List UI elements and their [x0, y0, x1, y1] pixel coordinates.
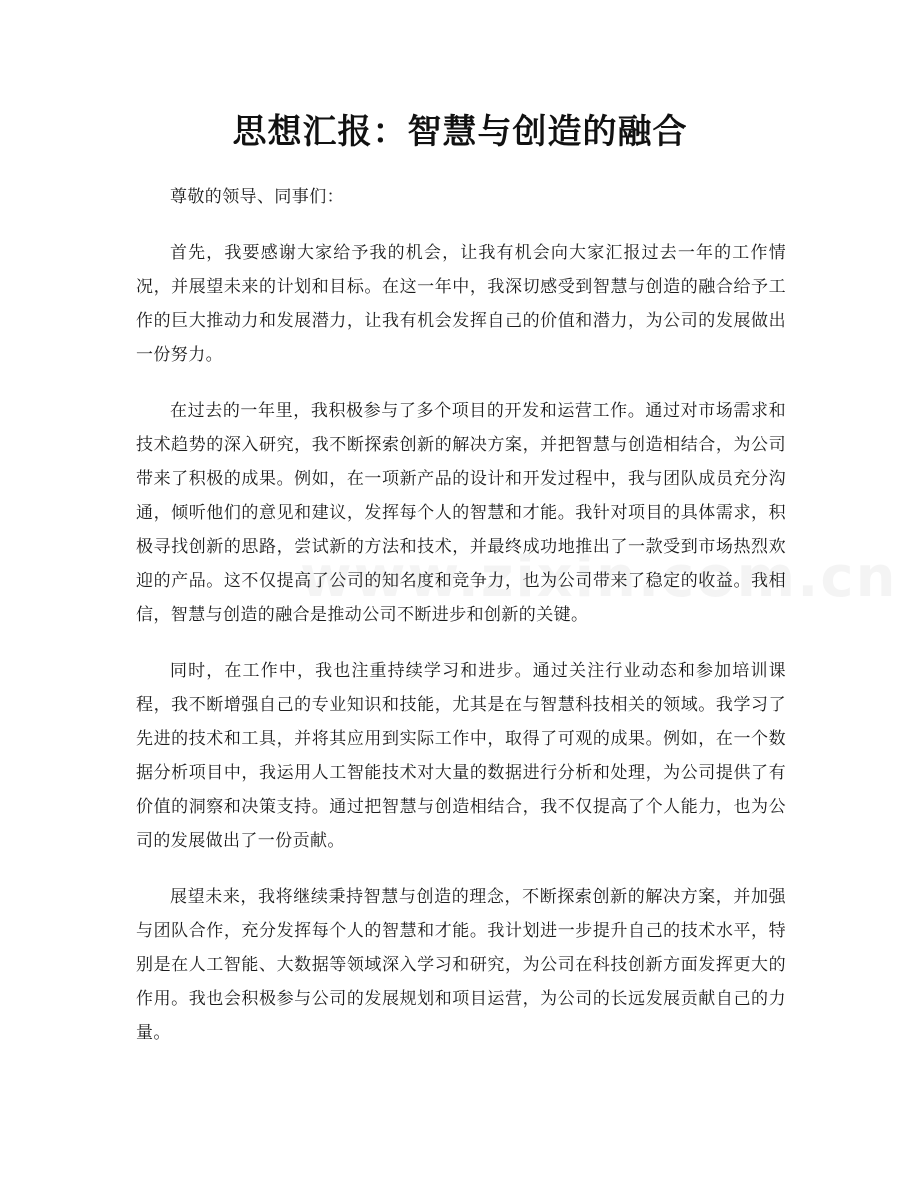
paragraph-3: 同时，在工作中，我也注重持续学习和进步。通过关注行业动态和参加培训课程，我不断增强自己的专业知识和技能，尤其是在与智慧科技相关的领域。我学习了先进的技术和工具，并将其应用到实际工作中，取得了可观的成果。例如，在一个数据分析项目中，我运用人工智能技术对大量的数据进行分析和处理，为公司提供了有价值的洞察和决策支持。通过把智慧与创造相结合，我不仅提高了个人能力，也为公司的发展做出了一份贡献。 — [136, 661, 786, 851]
document-body — [136, 180, 786, 1072]
document-title: 思想汇报：智慧与创造的融合 — [232, 112, 688, 152]
paragraph-2: 在过去的一年里，我积极参与了多个项目的开发和运营工作。通过对市场需求和技术趋势的深入研究，我不断探索创新的解决方案，并把智慧与创造相结合，为公司带来了积极的成果。例如，在一项新产品的设计和开发过程中，我与团队成员充分沟通，倾听他们的意见和建议，发挥每个人的智慧和才能。我针对项目的具体需求，积极寻找创新的思路，尝试新的方法和技术，并最终成功地推出了一款受到市场热烈欢迎的产品。这不仅提高了公司的知名度和竞争力，也为公司带来了稳定的收益。我相信，智慧与创造的融合是推动公司不断进步和创新的关键。 — [136, 401, 786, 625]
paragraph-1: 首先，我要感谢大家给予我的机会，让我有机会向大家汇报过去一年的工作情况，并展望未来的计划和目标。在这一年中，我深切感受到智慧与创造的融合给予工作的巨大推动力和发展潜力，让我有机会发挥自己的价值和潜力，为公司的发展做出一份努力。 — [136, 243, 786, 365]
paragraph-4: 展望未来，我将继续秉持智慧与创造的理念，不断探索创新的解决方案，并加强与团队合作，充分发挥每个人的智慧和才能。我计划进一步提升自己的技术水平，特别是在人工智能、大数据等领域深入学习和研究，为公司在科技创新方面发挥更大的作用。我也会积极参与公司的发展规划和项目运营，为公司的长远发展贡献自己的力量。 — [136, 887, 786, 1043]
salutation: 尊敬的领导、同事们： — [170, 187, 344, 207]
